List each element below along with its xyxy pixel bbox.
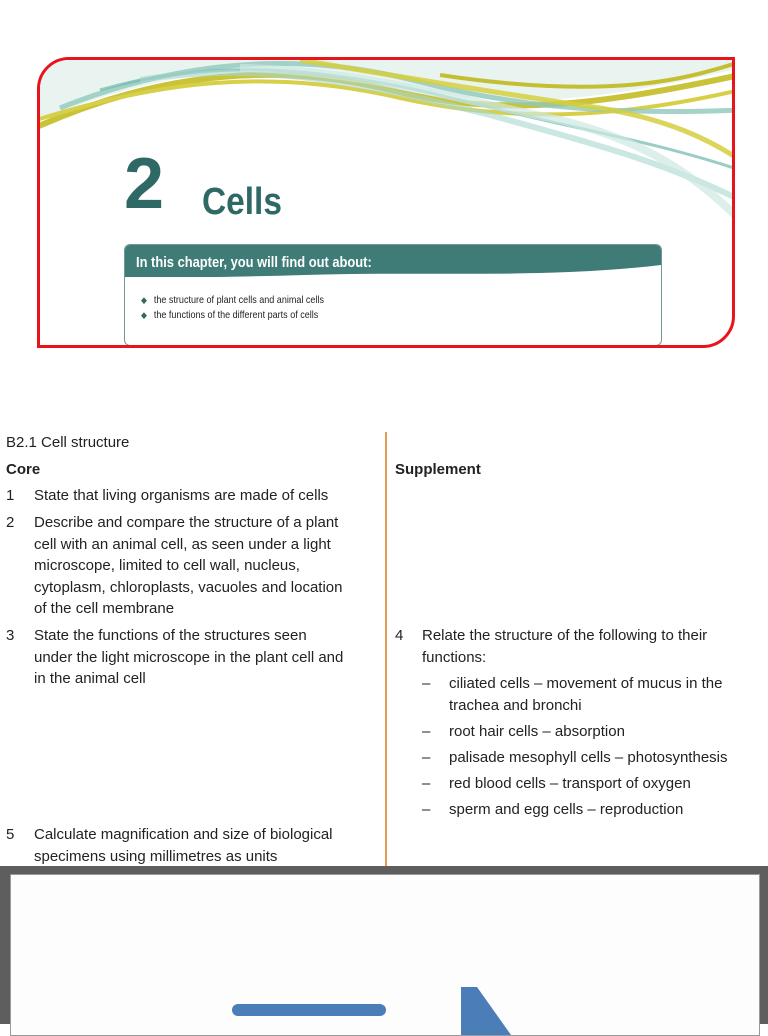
media-viewer-page[interactable] <box>10 874 760 1036</box>
item-number: 3 <box>6 627 15 644</box>
chapter-header-card <box>37 57 735 348</box>
core-item-text: specimens using millimetres as units <box>34 847 278 865</box>
core-heading: Core <box>6 461 41 478</box>
dash-bullet: – <box>422 801 431 818</box>
core-item-text: State that living organisms are made of cells <box>34 487 329 504</box>
core-item-text: Calculate magnification and size of biological <box>34 826 333 843</box>
diamond-bullet-icon: ◆ <box>141 295 147 305</box>
progress-bar[interactable] <box>232 1004 386 1016</box>
column-divider <box>385 432 387 866</box>
supplement-bullet-text: ciliated cells – movement of mucus in the <box>449 675 723 692</box>
supplement-item-text: functions: <box>422 648 487 666</box>
dash-bullet: – <box>422 749 431 766</box>
core-item-text: in the animal cell <box>34 670 146 687</box>
core-item-text: cell with an animal cell, as seen under a light <box>34 535 331 553</box>
supplement-bullet-text: trachea and bronchi <box>449 696 582 714</box>
supplement-item-text: Relate the structure of the following to their <box>422 627 708 644</box>
overview-header <box>125 245 661 277</box>
item-number: 2 <box>6 514 15 531</box>
core-item-text: of the cell membrane <box>34 600 175 617</box>
core-item-text: under the light microscope in the plant cell and <box>34 648 344 666</box>
chapter-overview-box <box>124 244 662 346</box>
dash-bullet: – <box>422 675 431 692</box>
syllabus-table <box>0 432 768 866</box>
chapter-number: 2 <box>124 144 165 224</box>
dash-bullet: – <box>422 775 431 792</box>
supplement-bullet-text: palisade mesophyll cells – photosynthesis <box>449 749 728 766</box>
dash-bullet: – <box>422 723 431 740</box>
supplement-bullet-text: root hair cells – absorption <box>449 723 625 740</box>
section-title: B2.1 Cell structure <box>6 434 130 451</box>
supplement-bullet-text: red blood cells – transport of oxygen <box>449 775 691 792</box>
item-number: 4 <box>395 627 404 644</box>
play-icon[interactable] <box>451 987 521 1035</box>
item-number: 1 <box>6 487 15 504</box>
item-number: 5 <box>6 826 15 843</box>
chapter-title: Cells <box>202 181 282 223</box>
core-item-text: microscope, limited to cell wall, nucleus, <box>34 557 300 574</box>
overview-item: ◆ the functions of the different parts of cells <box>141 309 319 321</box>
core-item-text: Describe and compare the structure of a plant <box>34 514 339 531</box>
overview-item: ◆ the structure of plant cells and animal cells <box>141 294 324 306</box>
core-item-text: State the functions of the structures seen <box>34 627 307 644</box>
core-item-text: cytoplasm, chloroplasts, vacuoles and location <box>34 578 343 596</box>
diamond-bullet-icon: ◆ <box>141 310 147 320</box>
supplement-bullet-text: sperm and egg cells – reproduction <box>449 801 684 818</box>
supplement-heading: Supplement <box>395 461 481 478</box>
overview-title: In this chapter, you will find out about: <box>136 254 372 271</box>
media-viewer-frame <box>0 866 768 1024</box>
